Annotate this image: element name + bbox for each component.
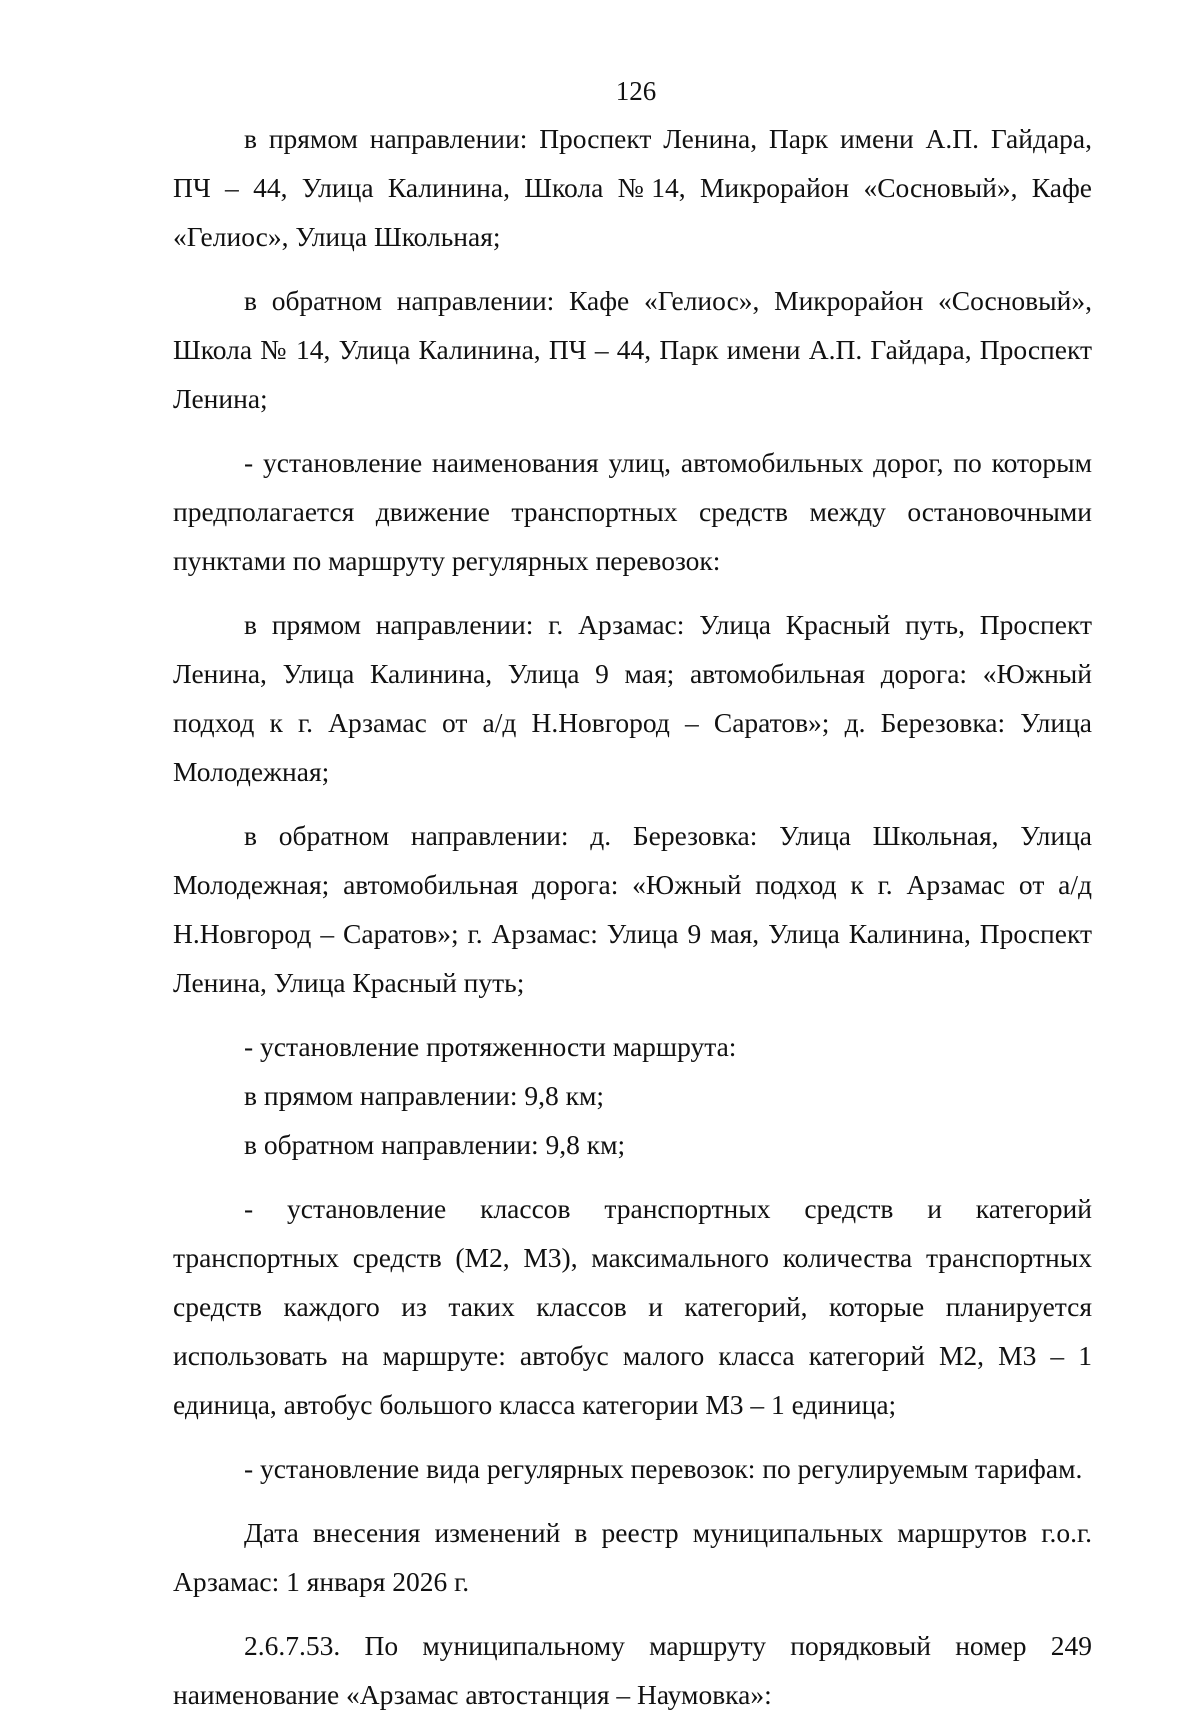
paragraph-forward-streets: в прямом направлении: г. Арзамас: Улица Красный путь, Проспект Ленина, Улица Калинина, Улица 9 мая; автомобильная дорога: «Южный подход к г. Арзамас от а/д Н.Новгород – Саратов»; д. Березовка: Улица Молодежная; xyxy=(173,609,1092,787)
paragraph-reverse-stops: в обратном направлении: Кафе «Гелиос», Микрорайон «Сосновый», Школа № 14, Улица Калинина, ПЧ – 44, Парк имени А.П. Гайдара, Проспект Ленина; xyxy=(173,285,1092,414)
paragraph-transport-type: - установление вида регулярных перевозок: по регулируемым тарифам. xyxy=(244,1453,1083,1484)
document-body xyxy=(173,114,1092,1734)
paragraph-registry-date: Дата внесения изменений в реестр муниципальных маршрутов г.о.г. Арзамас: 1 января 2026 г. xyxy=(173,1517,1092,1597)
paragraph-length-forward: в прямом направлении: 9,8 км; xyxy=(244,1080,604,1111)
page-number: 126 xyxy=(615,76,657,106)
paragraph-route-249: 2.6.7.53. По муниципальному маршруту порядковый номер 249 наименование «Арзамас автостанция – Наумовка»: xyxy=(173,1630,1092,1710)
paragraph-vehicle-classes: - установление классов транспортных средств и категорий транспортных средств (М2, М3), максимального количества транспортных средств каждого из таких классов и категорий, которые планируется использовать на маршруте: автобус малого класса категорий М2, М3 – 1 единица, автобус большого класса категории М3 – 1 единица; xyxy=(173,1193,1092,1420)
paragraph-reverse-streets: в обратном направлении: д. Березовка: Улица Школьная, Улица Молодежная; автомобильная дорога: «Южный подход к г. Арзамас от а/д Н.Новгород – Саратов»; г. Арзамас: Улица 9 мая, Улица Калинина, Проспект Ленина, Улица Красный путь; xyxy=(173,820,1092,998)
paragraph-streets-heading: - установление наименования улиц, автомобильных дорог, по которым предполагается движение транспортных средств между остановочными пунктами по маршруту регулярных перевозок: xyxy=(173,447,1092,576)
paragraph-length-heading: - установление протяженности маршрута: xyxy=(244,1031,737,1062)
paragraph-length-reverse: в обратном направлении: 9,8 км; xyxy=(244,1129,626,1160)
paragraph-forward-stops: в прямом направлении: Проспект Ленина, Парк имени А.П. Гайдара, ПЧ – 44, Улица Калинина, Школа №14, Микрорайон «Сосновый», Кафе «Гелиос», Улица Школьная; xyxy=(173,123,1092,252)
